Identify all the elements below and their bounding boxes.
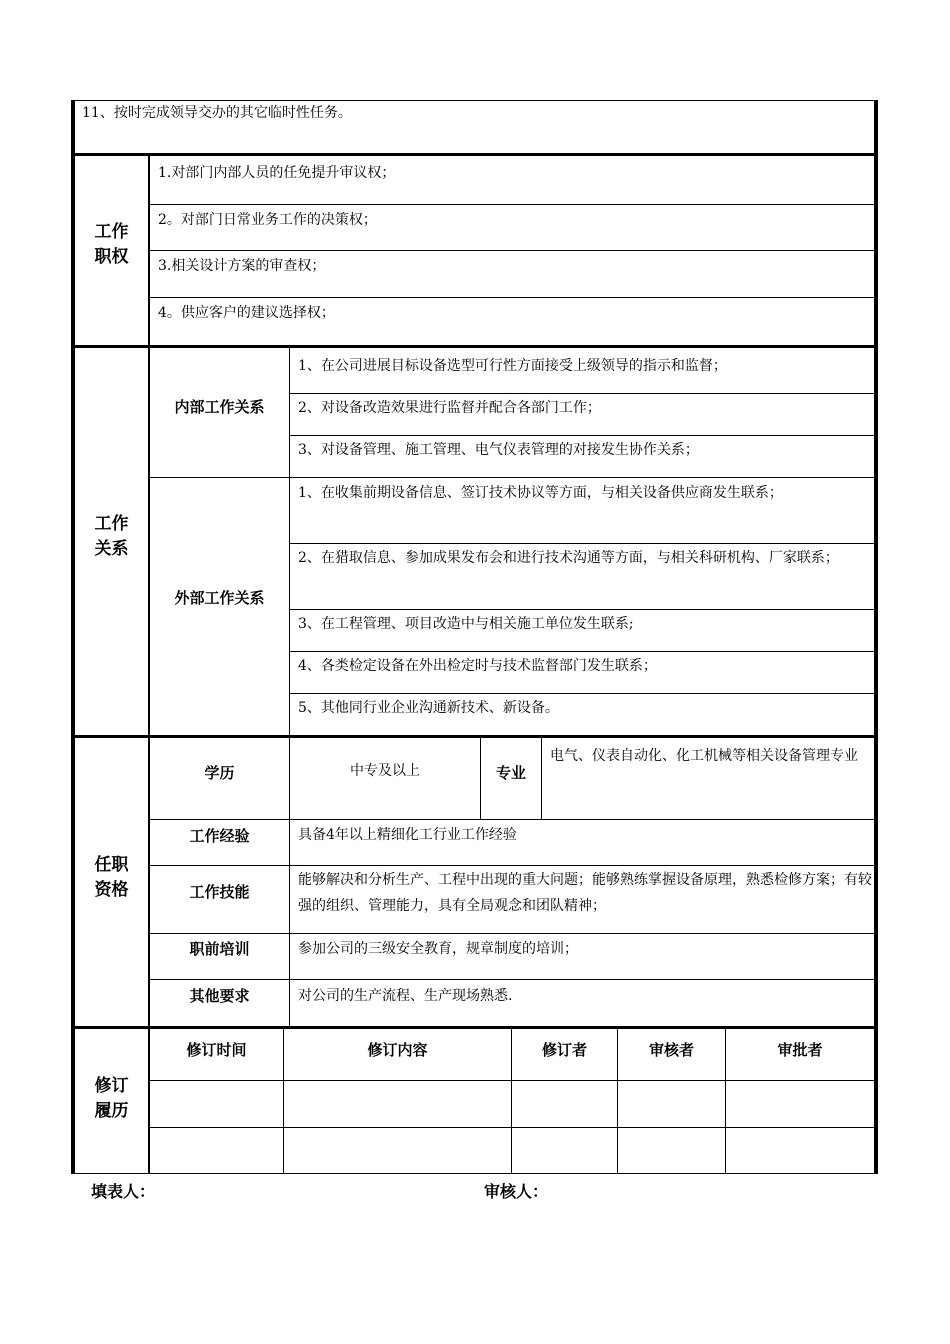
experience-value: 具备4年以上精细化工行业工作经验: [298, 827, 517, 843]
education-label: 学历: [204, 764, 235, 782]
filler-label: 填表人：: [91, 1182, 156, 1201]
other-requirements-value: 对公司的生产流程、生产现场熟悉.: [298, 988, 513, 1004]
reviewer-label: 审核人：: [484, 1182, 549, 1201]
rule: [150, 1080, 874, 1081]
external-relation-item: 1、在收集前期设备信息、签订技术协议等方面，与相关设备供应商发生联系；: [298, 485, 783, 501]
section-divider: [75, 735, 874, 738]
rule: [75, 1173, 874, 1174]
external-relation-item: 5、其他同行业企业沟通新技术、新设备。: [298, 700, 559, 716]
other-requirements-label: 其他要求: [189, 987, 250, 1005]
external-relations-label: 外部工作关系: [174, 589, 265, 607]
rule: [150, 865, 874, 866]
major-label: 专业: [495, 764, 526, 782]
revision-header-reviser: 修订者: [541, 1041, 587, 1059]
major-value: 电气、仪表自动化、化工机械等相关设备管理专业: [550, 748, 858, 764]
experience-label: 工作经验: [189, 827, 250, 845]
skills-value: 能够解决和分析生产、工程中出现的重大问题；能够熟练掌握设备原理，熟悉检修方案；有较强的组织、管理能力，具有全局观念和团队精神；: [298, 872, 872, 914]
rule: [290, 543, 874, 544]
education-value: 中专及以上: [350, 763, 420, 779]
skills-label: 工作技能: [189, 883, 250, 901]
external-relation-item: 4、各类检定设备在外出检定时与技术监督部门发生联系；: [298, 658, 657, 674]
authority-item: 3.相关设计方案的审查权；: [158, 258, 326, 274]
revision-header-approver: 审批者: [777, 1041, 823, 1059]
external-relation-item: 3、在工程管理、项目改造中与相关施工单位发生联系;: [298, 616, 634, 632]
internal-relations-label: 内部工作关系: [174, 398, 265, 416]
section-divider: [75, 153, 874, 156]
authority-item: 4。供应客户的建议选择权；: [158, 305, 335, 321]
rule: [290, 693, 874, 694]
rule: [150, 819, 874, 820]
revision-title: 修订履历: [94, 1076, 129, 1121]
section-divider: [75, 1026, 874, 1029]
internal-relation-item: 1、在公司进展目标设备选型可行性方面接受上级领导的指示和监督；: [298, 358, 727, 374]
rule: [290, 393, 874, 394]
rule: [150, 250, 874, 251]
internal-relation-item: 2、对设备改造效果进行监督并配合各部门工作；: [298, 400, 601, 416]
frame-right-border: [874, 100, 878, 1174]
qualification-title: 任职资格: [94, 855, 129, 900]
rule: [150, 204, 874, 205]
rule: [150, 933, 874, 934]
column-divider: [541, 738, 542, 819]
rule: [290, 651, 874, 652]
rule: [290, 609, 874, 610]
rule: [150, 979, 874, 980]
internal-relation-item: 3、对设备管理、施工管理、电气仪表管理的对接发生协作关系；: [298, 442, 699, 458]
revision-header-time: 修订时间: [186, 1041, 247, 1059]
relations-title: 工作关系: [94, 514, 129, 559]
top-item-text: 11、按时完成领导交办的其它临时性任务。: [82, 105, 352, 121]
revision-header-checker: 审核者: [648, 1041, 694, 1059]
rule: [150, 477, 874, 478]
rule: [290, 435, 874, 436]
section-divider: [75, 345, 874, 348]
revision-header-content: 修订内容: [367, 1041, 428, 1059]
column-divider: [289, 348, 290, 736]
external-relation-item: 2、在猎取信息、参加成果发布会和进行技术沟通等方面，与相关科研机构、厂家联系；: [298, 550, 839, 566]
training-value: 参加公司的三级安全教育，规章制度的培训；: [298, 941, 578, 957]
column-divider: [148, 156, 150, 347]
authority-title: 工作职权: [94, 222, 129, 267]
rule: [150, 1127, 874, 1128]
authority-item: 1.对部门内部人员的任免提升审议权；: [158, 165, 396, 181]
rule: [150, 297, 874, 298]
training-label: 职前培训: [189, 940, 250, 958]
authority-item: 2。对部门日常业务工作的决策权；: [158, 212, 377, 228]
